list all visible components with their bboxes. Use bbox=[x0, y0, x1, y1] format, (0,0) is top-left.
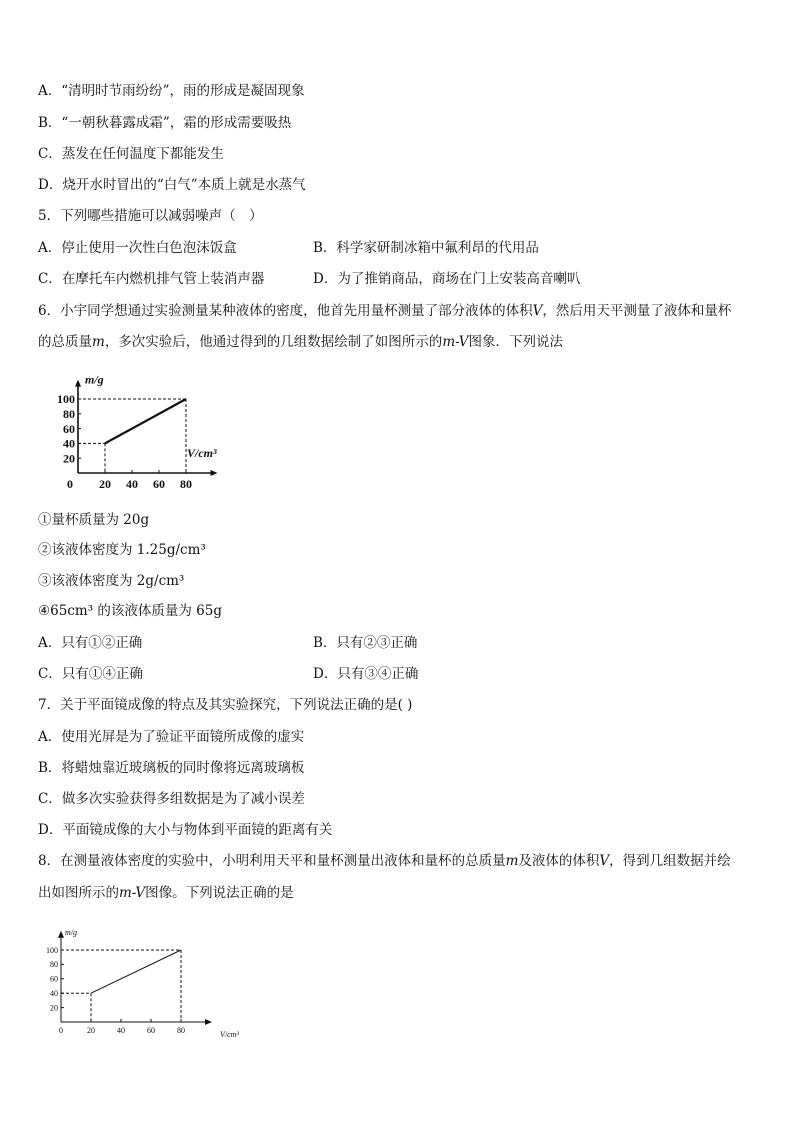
q8-stem-text: 图像。下列说法正确的是 bbox=[145, 885, 294, 901]
q5-option-b: B．科学家研制冰箱中氟利昂的代用品 bbox=[313, 240, 539, 256]
y-tick-label: 20 bbox=[63, 451, 75, 466]
q8-v-symbol: V bbox=[599, 853, 610, 869]
q5-option-a: A．停止使用一次性白色泡沫饭盒 bbox=[38, 240, 237, 256]
y-tick-label: 80 bbox=[63, 407, 75, 421]
y-axis-arrow bbox=[58, 931, 64, 938]
y-tick-label: 60 bbox=[50, 974, 58, 984]
y-tick-label: 100 bbox=[57, 392, 75, 407]
y-tick-label: 60 bbox=[63, 421, 75, 436]
q5-stem: 5．下列哪些措施可以减弱噪声（ ） bbox=[38, 208, 263, 224]
q6-statement-1: ①量杯质量为 20g bbox=[38, 512, 150, 528]
x-tick-label: 80 bbox=[180, 477, 192, 491]
q8-stem-text: 出如图所示的 bbox=[38, 885, 119, 901]
x-axis-label: V/cm³ bbox=[220, 1030, 239, 1039]
q6-option-c: C．只有①④正确 bbox=[38, 666, 143, 682]
q6-stem-text: 图象．下列说法 bbox=[468, 334, 563, 350]
x-tick-label: 0 bbox=[67, 477, 73, 491]
q5-option-c: C．在摩托车内燃机排气管上装消声器 bbox=[38, 271, 265, 287]
q7-option-b: B．将蜡烛靠近玻璃板的同时像将远离玻璃板 bbox=[38, 760, 305, 776]
q6-stem-text: ，然后用天平测量了液体和量杯 bbox=[542, 303, 732, 319]
q6-v-symbol: V bbox=[532, 303, 543, 319]
q6-option-a: A．只有①②正确 bbox=[38, 635, 143, 651]
y-tick-label: 40 bbox=[63, 436, 75, 451]
x-tick-label: 40 bbox=[117, 1026, 125, 1035]
q8-stem-text: 及液体的体积 bbox=[518, 853, 600, 869]
q8-stem-text: 8．在测量液体密度的实验中，小明利用天平和量杯测量出液体和量杯的总质量 bbox=[38, 853, 506, 869]
q4-option-d: D．烧开水时冒出的“白气”本质上就是水蒸气 bbox=[38, 177, 306, 193]
q8-stem-line1 bbox=[38, 852, 731, 870]
x-tick-label: 20 bbox=[87, 1026, 95, 1035]
y-axis-arrow bbox=[75, 380, 81, 387]
q8-mv-graph bbox=[38, 915, 258, 1045]
x-tick-label: 80 bbox=[177, 1026, 185, 1035]
q7-option-d: D．平面镜成像的大小与物体到平面镜的距离有关 bbox=[38, 822, 333, 838]
data-line bbox=[105, 399, 186, 443]
x-axis-label: V/cm³ bbox=[187, 446, 217, 460]
q6-stem-text: 6．小宇同学想通过实验测量某种液体的密度，他首先用量杯测量了部分液体的体积 bbox=[38, 303, 533, 319]
q6-option-b: B．只有②③正确 bbox=[313, 635, 418, 651]
q6-statement-3: ③该液体密度为 2g/cm³ bbox=[38, 573, 185, 589]
q6-mv-graph bbox=[52, 362, 242, 497]
x-tick-label: 60 bbox=[153, 477, 165, 491]
q5-option-d: D．为了推销商品，商场在门上安装高音喇叭 bbox=[313, 271, 581, 287]
x-tick-label: 60 bbox=[147, 1026, 155, 1035]
q6-m-symbol: m bbox=[92, 334, 105, 350]
q7-option-a: A．使用光屏是为了验证平面镜所成像的虚实 bbox=[38, 729, 305, 745]
q8-m-symbol: m bbox=[505, 853, 519, 869]
q6-stem-text: ，多次实验后，他通过得到的几组数据绘制了如图所示的 bbox=[104, 334, 443, 350]
y-tick-label: 100 bbox=[46, 945, 58, 955]
x-axis-arrow bbox=[211, 470, 218, 476]
q4-option-b: B．“一朝秋暮露成霜”，霜的形成需要吸热 bbox=[38, 115, 292, 131]
q6-statement-2: ②该液体密度为 1.25g/cm³ bbox=[38, 542, 206, 558]
x-tick-label: 0 bbox=[59, 1026, 63, 1035]
q6-mv-symbol: m-V bbox=[442, 334, 469, 350]
y-axis-label: m/g bbox=[65, 927, 77, 937]
q7-stem: 7．关于平面镜成像的特点及其实验探究，下列说法正确的是( ) bbox=[38, 697, 413, 713]
q6-option-d: D．只有③④正确 bbox=[313, 666, 419, 682]
q8-stem-text: ，得到几组数据并绘 bbox=[609, 853, 731, 869]
q8-mv-symbol: m-V bbox=[119, 885, 146, 901]
y-tick-label: 80 bbox=[50, 960, 58, 970]
q7-option-c: C．做多次实验获得多组数据是为了减小误差 bbox=[38, 791, 305, 807]
x-tick-label: 40 bbox=[126, 477, 138, 491]
data-line bbox=[91, 950, 181, 993]
q4-option-c: C．蒸发在任何温度下都能发生 bbox=[38, 146, 224, 162]
q6-stem-line1 bbox=[38, 302, 731, 320]
q6-stem-line2 bbox=[38, 333, 563, 351]
q6-stem-text: 的总质量 bbox=[38, 334, 92, 350]
x-tick-label: 20 bbox=[99, 477, 111, 491]
y-axis-label: m/g bbox=[85, 372, 104, 387]
y-tick-label: 20 bbox=[50, 1003, 58, 1013]
y-tick-label: 40 bbox=[50, 989, 58, 998]
q8-stem-line2 bbox=[38, 884, 294, 902]
q4-option-a: A．“清明时节雨纷纷”，雨的形成是凝固现象 bbox=[38, 83, 305, 99]
x-axis-arrow bbox=[205, 1019, 212, 1025]
q6-statement-4: ④65cm³ 的该液体质量为 65g bbox=[38, 603, 222, 619]
